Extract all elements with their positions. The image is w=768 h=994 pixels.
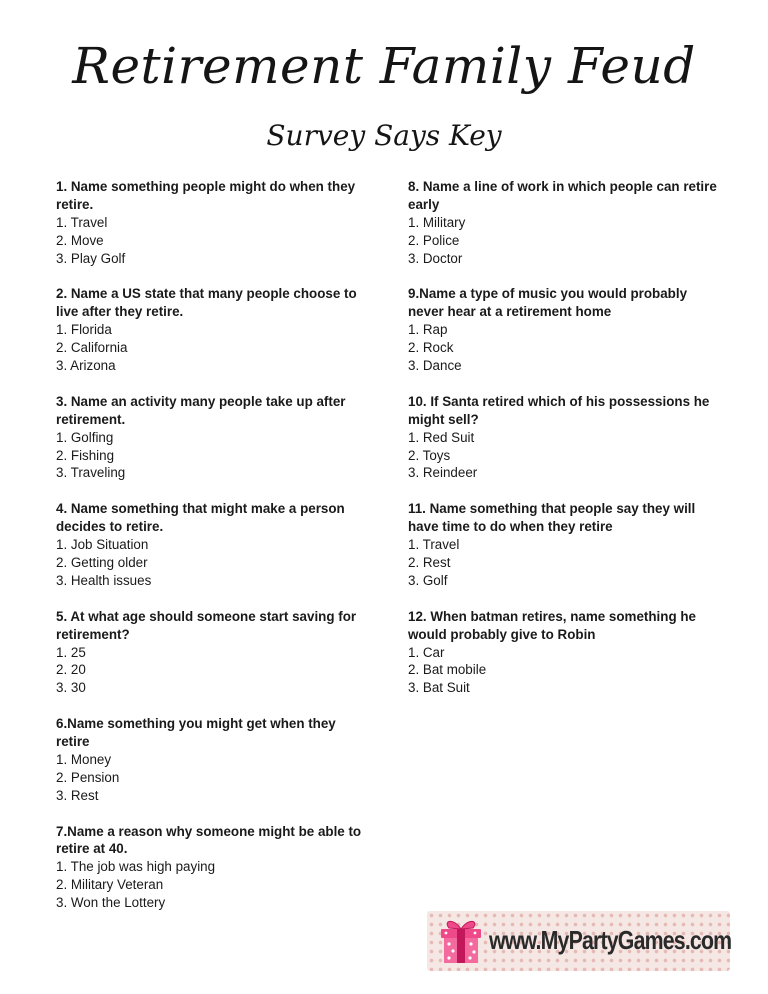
question-block: [56, 178, 366, 268]
question-block: [56, 608, 366, 698]
answer-item: 2. Rest: [408, 554, 451, 570]
question-text: 10. If Santa retired which of his possessions he might sell?: [408, 393, 710, 427]
question-text: 11. Name something that people say they will have time to do when they retire: [408, 501, 696, 535]
page-title: Retirement Family Feud: [72, 37, 696, 95]
question-block: [56, 823, 366, 913]
website-link[interactable]: www.MyPartyGames.com: [489, 925, 732, 955]
answer-item: 3. Dance: [408, 358, 462, 374]
answer-item: 3. Won the Lottery: [56, 895, 166, 911]
answer-item: 3. Health issues: [56, 572, 152, 588]
question-block: [56, 285, 366, 375]
questions-column-right: [408, 178, 718, 715]
answer-item: 1. Military: [408, 214, 466, 230]
answer-item: 1. Travel: [56, 214, 108, 230]
answer-item: 1. Car: [408, 644, 445, 660]
answer-item: 2. Getting older: [56, 554, 148, 570]
answer-item: 3. Golf: [408, 572, 448, 588]
answer-item: 2. Toys: [408, 447, 451, 463]
answer-item: 2. Police: [408, 232, 460, 248]
question-block: [56, 500, 366, 590]
website-badge[interactable]: [427, 911, 730, 971]
answer-item: 2. Fishing: [56, 447, 115, 463]
answer-item: 1. Travel: [408, 537, 460, 553]
answer-item: 1. Golfing: [56, 429, 114, 445]
answer-item: 2. Rock: [408, 340, 454, 356]
answer-item: 3. Bat Suit: [408, 680, 470, 696]
question-text: 2. Name a US state that many people choose to live after they retire.: [56, 286, 357, 320]
question-text: 8. Name a line of work in which people can retire early: [408, 179, 717, 212]
answer-item: 1. The job was high paying: [56, 859, 216, 875]
question-block: [408, 608, 718, 698]
answer-item: 3. Arizona: [56, 358, 116, 374]
answer-item: 1. 25: [56, 644, 86, 660]
question-block: [408, 285, 718, 375]
answer-item: 2. California: [56, 340, 128, 356]
answer-item: 1. Red Suit: [408, 429, 475, 445]
question-text: 4. Name something that might make a person decides to retire.: [56, 501, 345, 535]
question-text: 9.Name a type of music you would probably never hear at a retirement home: [408, 286, 688, 320]
question-text: 7.Name a reason why someone might be able to retire at 40.: [56, 823, 362, 857]
answer-item: 1. Florida: [56, 322, 112, 338]
answer-item: 3. Traveling: [56, 465, 126, 481]
questions-column-left: [56, 178, 366, 930]
answer-item: 2. Move: [56, 232, 104, 248]
question-text: 3. Name an activity many people take up after retirement.: [56, 393, 346, 427]
answer-item: 3. Rest: [56, 787, 99, 803]
gift-box-icon: [435, 915, 487, 967]
question-text: 1. Name something people might do when they retire.: [56, 179, 356, 212]
question-block: [56, 393, 366, 483]
answer-item: 2. 20: [56, 662, 86, 678]
answer-item: 3. 30: [56, 680, 86, 696]
answer-item: 3. Reindeer: [408, 465, 478, 481]
question-block: [56, 715, 366, 805]
answer-item: 2. Bat mobile: [408, 662, 487, 678]
question-block: [408, 393, 718, 483]
question-text: 5. At what age should someone start saving for retirement?: [56, 608, 357, 642]
answer-item: 2. Military Veteran: [56, 877, 164, 893]
question-text: 6.Name something you might get when they retire: [56, 716, 336, 750]
answer-item: 3. Play Golf: [56, 250, 126, 266]
question-block: [408, 500, 718, 590]
question-text: 12. When batman retires, name something he would probably give to Robin: [408, 608, 696, 642]
page-subtitle: Survey Says Key: [266, 119, 502, 152]
answer-item: 1. Rap: [408, 322, 448, 338]
answer-item: 1. Job Situation: [56, 537, 149, 553]
question-block: [408, 178, 718, 268]
answer-item: 2. Pension: [56, 769, 120, 785]
answer-item: 1. Money: [56, 751, 112, 767]
answer-item: 3. Doctor: [408, 250, 463, 266]
